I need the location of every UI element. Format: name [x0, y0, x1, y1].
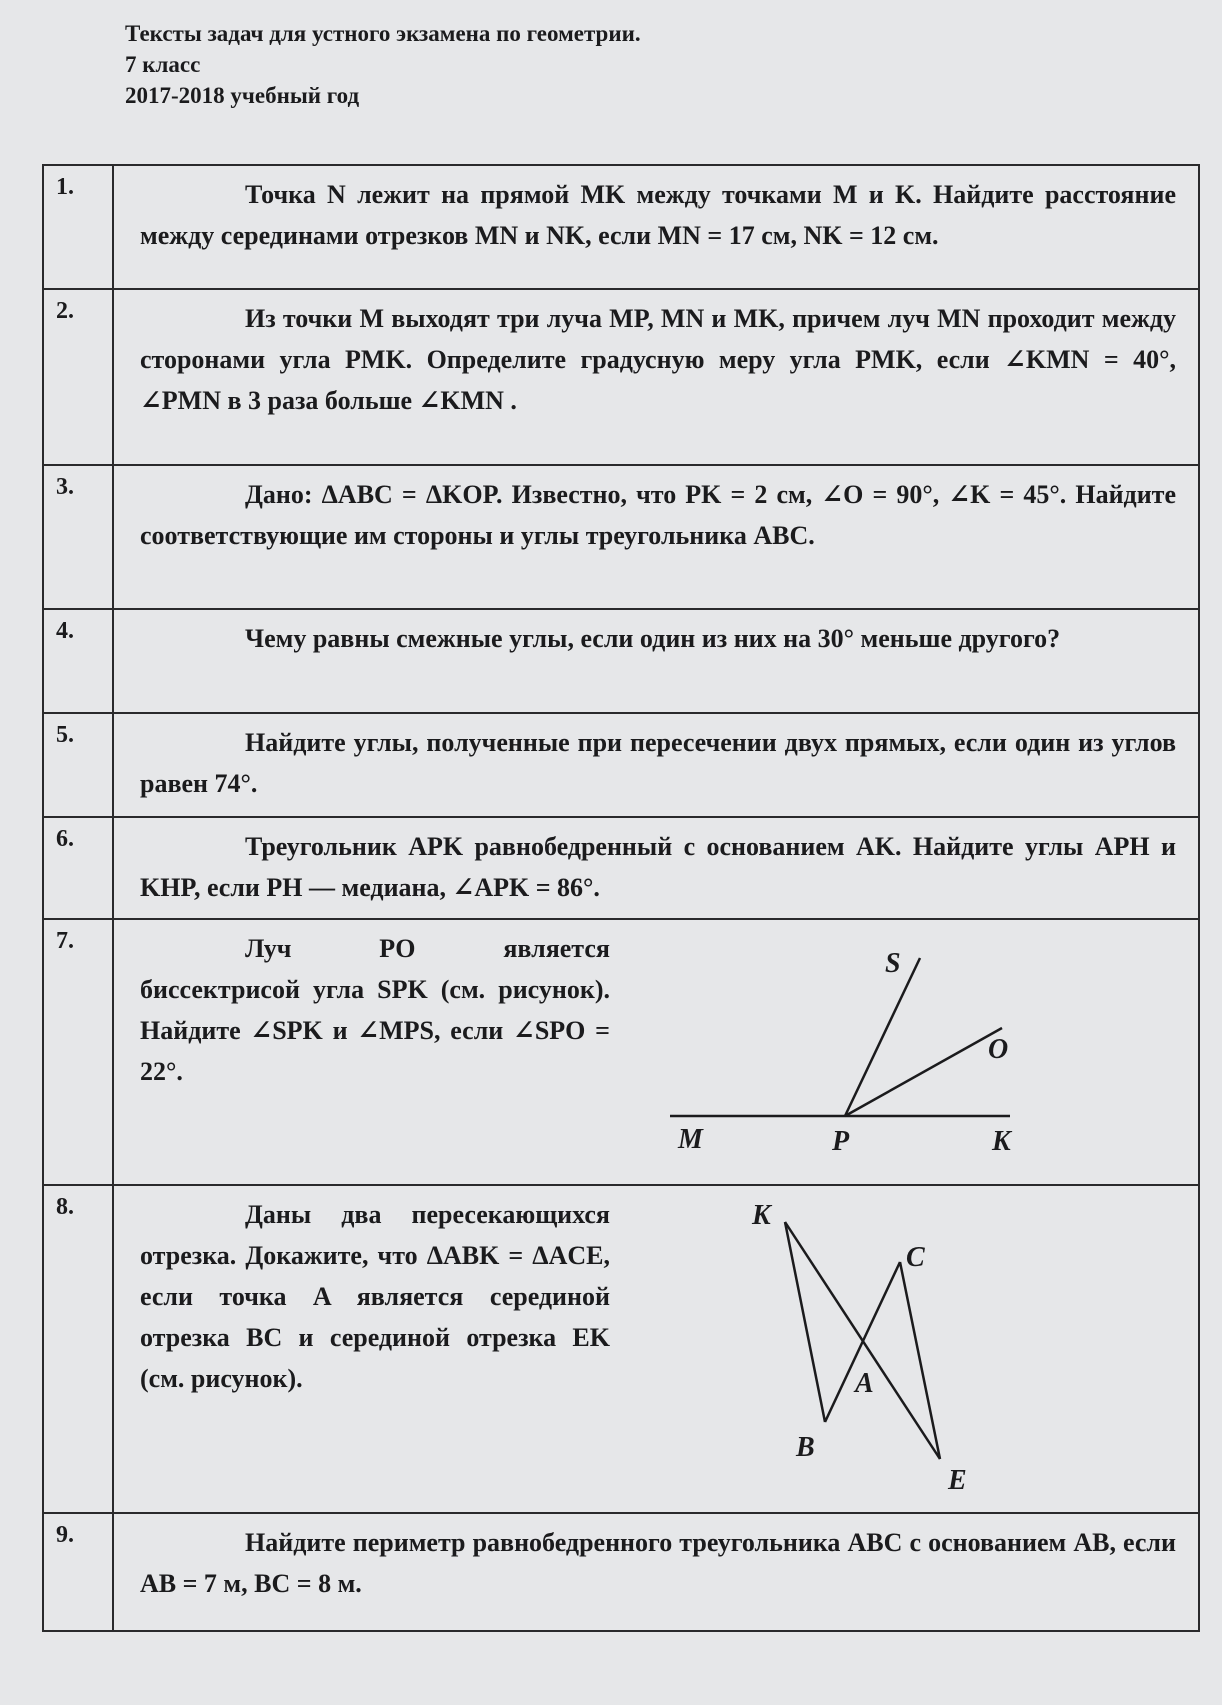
- label-k: K: [752, 1200, 771, 1231]
- task-number: 2.: [43, 289, 113, 465]
- angle-bisector-figure: [610, 928, 1030, 1158]
- ray-ps: [845, 958, 920, 1116]
- task-text: Найдите углы, полученные при пересечении двух прямых, если один из углов равен 74°.: [113, 713, 1199, 817]
- task-row: [43, 919, 1199, 1185]
- task-text: Даны два пересекающихся отрезка. Докажите, что ΔABK = ΔACE, если точка A является серединой отрезка BC и серединой отрезка EK (см. рисунок). K C A B E: [113, 1185, 1199, 1513]
- task-text: Из точки M выходят три луча MP, MN и MK, причем луч MN проходит между сторонами угла PMK. Определите градусную меру угла PMK, если ∠KMN = 40°, ∠PMN в 3 раза больше ∠KMN .: [113, 289, 1199, 465]
- task-row: [43, 1185, 1199, 1513]
- task-text: Дано: ΔABC = ΔKOP. Известно, что PK = 2 см, ∠O = 90°, ∠K = 45°. Найдите соответствующие им стороны и углы треугольника ABC.: [113, 465, 1199, 609]
- task-row: [43, 609, 1199, 713]
- intersecting-segments-figure: [610, 1194, 1030, 1494]
- task-text: Точка N лежит на прямой MK между точками M и K. Найдите расстояние между серединами отрезков MN и NK, если MN = 17 см, NK = 12 см.: [113, 165, 1199, 289]
- task-row: [43, 1513, 1199, 1631]
- label-a: A: [855, 1368, 874, 1399]
- task-number: 1.: [43, 165, 113, 289]
- label-e: E: [948, 1465, 967, 1494]
- task-text: Найдите периметр равнобедренного треугольника ABC с основанием AB, если AB = 7 м, BC = 8 м.: [113, 1513, 1199, 1631]
- task-row: [43, 713, 1199, 817]
- task-text: Луч PO является биссектрисой угла SPK (см. рисунок). Найдите ∠SPK и ∠MPS, если ∠SPO = 22°. S O M P K: [113, 919, 1199, 1185]
- task-row: [43, 165, 1199, 289]
- task-row: [43, 465, 1199, 609]
- label-s: S: [885, 948, 901, 979]
- task-number: 3.: [43, 465, 113, 609]
- grade-label: 7 класс: [125, 52, 201, 77]
- task-number: 9.: [43, 1513, 113, 1631]
- task-text: Треугольник APK равнобедренный с основанием AK. Найдите углы APH и KHP, если PH — медиана, ∠APK = 86°.: [113, 817, 1199, 919]
- ray-po: [845, 1028, 1002, 1116]
- task-text: Чему равны смежные углы, если один из них на 30° меньше другого?: [113, 609, 1199, 713]
- label-o: O: [988, 1034, 1009, 1065]
- task-row: [43, 817, 1199, 919]
- tasks-table: [42, 164, 1200, 1632]
- label-p: P: [832, 1126, 850, 1157]
- task-number: 4.: [43, 609, 113, 713]
- task-number: 8.: [43, 1185, 113, 1513]
- task-number: 6.: [43, 817, 113, 919]
- task-row: [43, 289, 1199, 465]
- school-year: 2017-2018 учебный год: [125, 83, 360, 108]
- page-title: Тексты задач для устного экзамена по геометрии.: [125, 21, 641, 46]
- label-k: K: [992, 1126, 1011, 1157]
- label-b: B: [796, 1432, 815, 1463]
- label-m: M: [678, 1124, 703, 1155]
- task-number: 5.: [43, 713, 113, 817]
- task-number: 7.: [43, 919, 113, 1185]
- page-header: [125, 18, 641, 111]
- label-c: C: [906, 1242, 925, 1273]
